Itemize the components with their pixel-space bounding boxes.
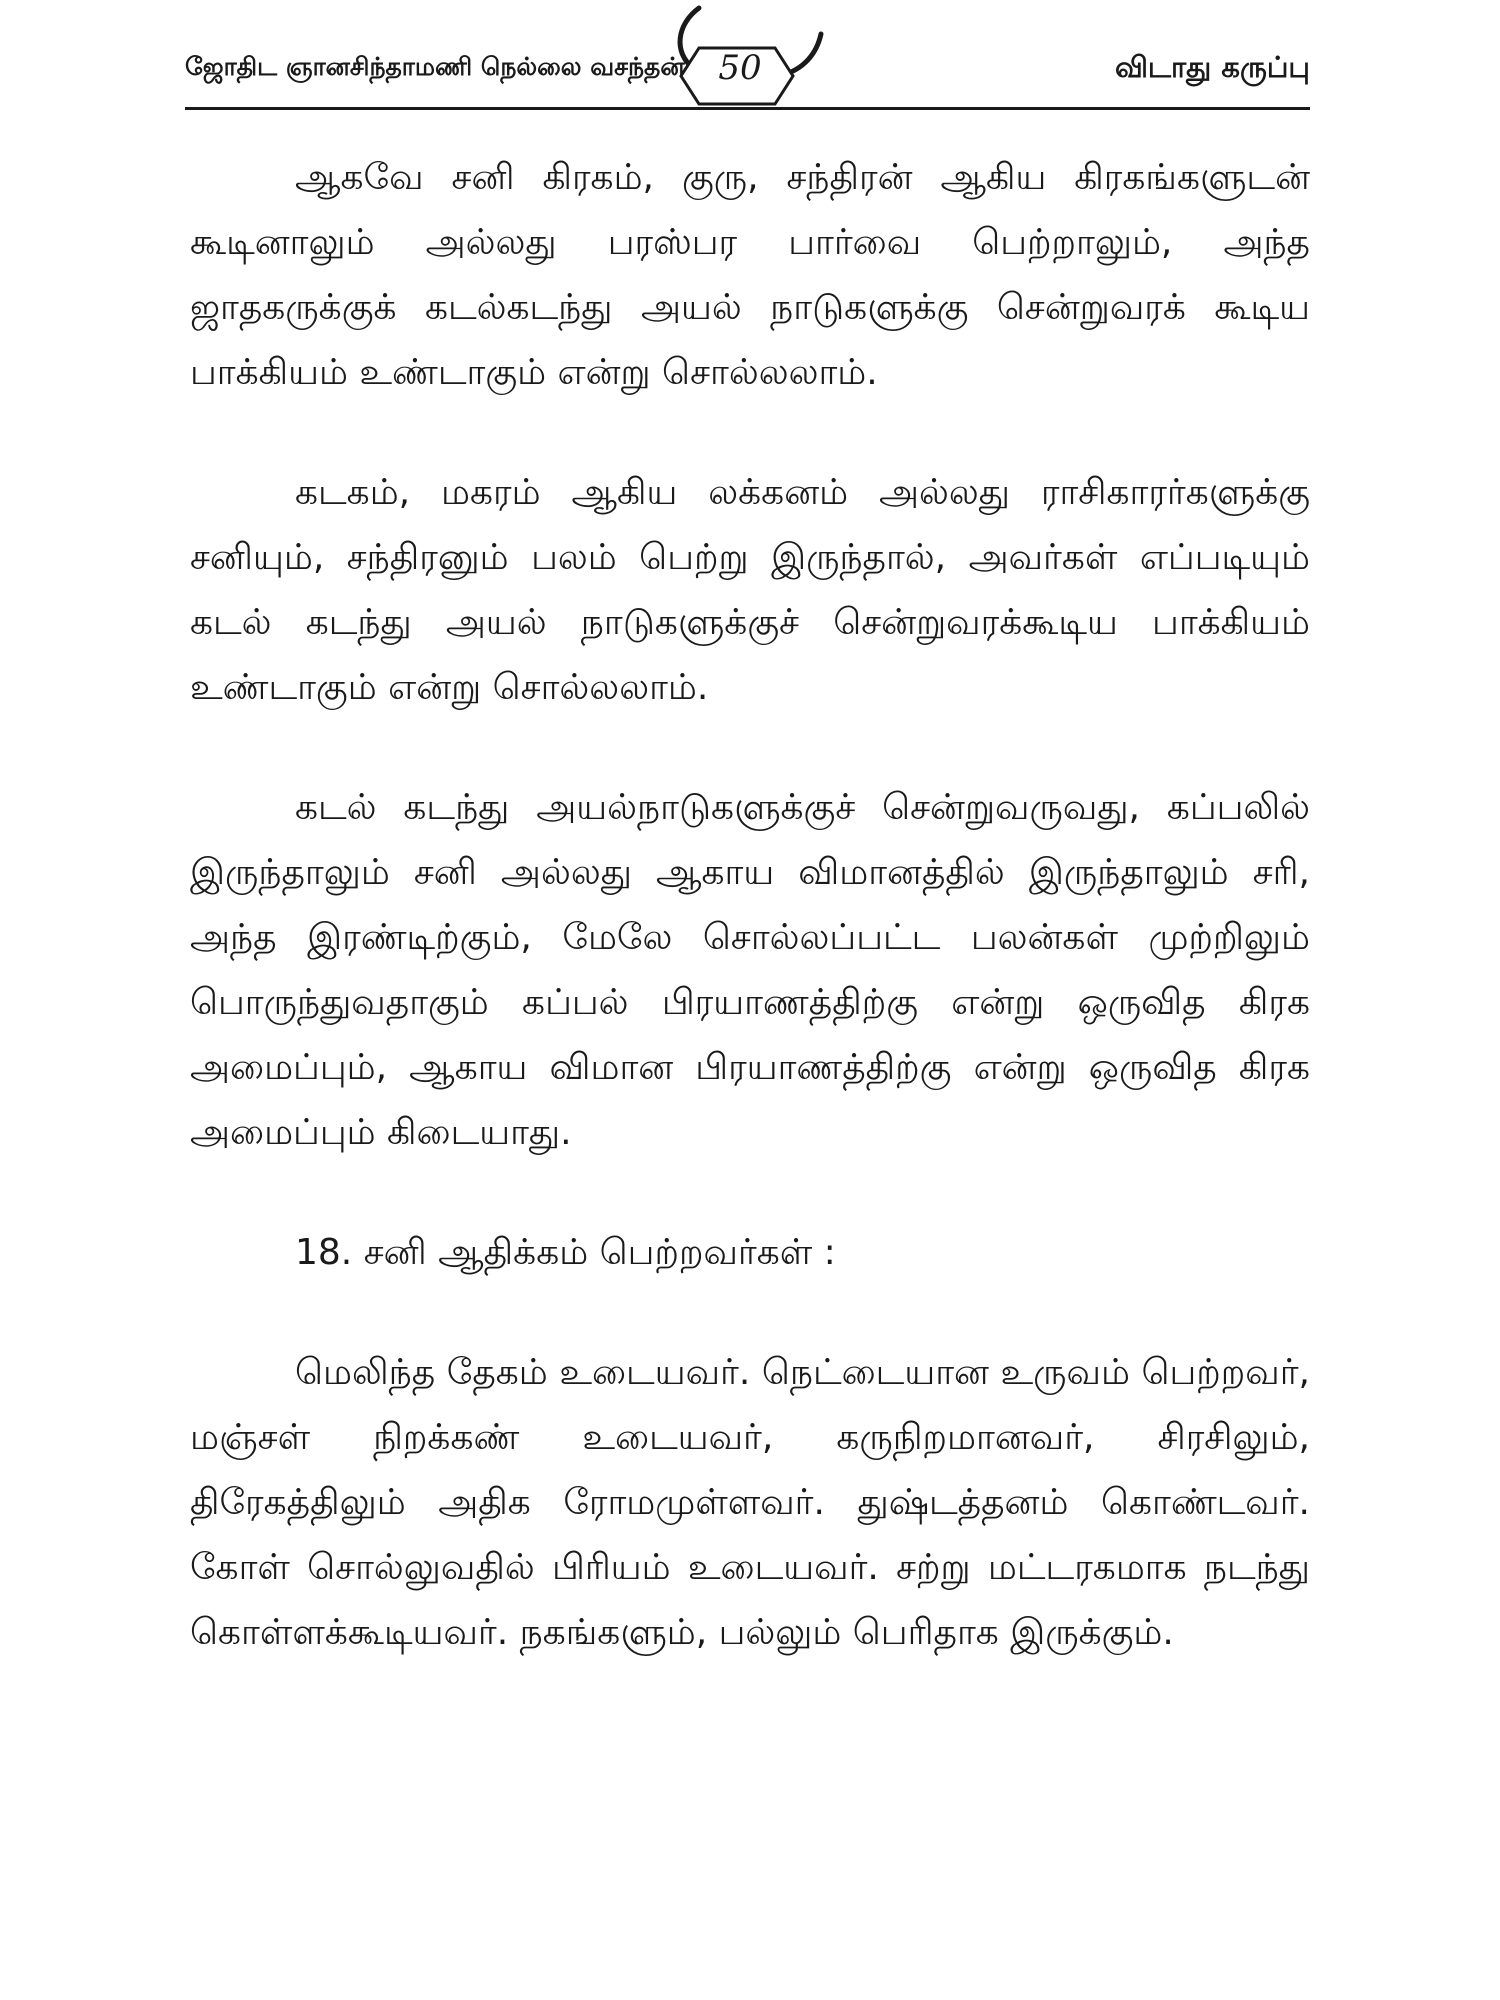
page-body — [190, 145, 1310, 1665]
paragraph-4: மெலிந்த தேகம் உடையவர். நெட்டையான உருவம் பெற்றவர், மஞ்சள் நிறக்கண் உடையவர், கருநிறமானவர், சிரசிலும், திரேகத்திலும் அதிக ரோமமுள்ளவர். துஷ்டத்தனம் கொண்டவர். கோள் சொல்லுவதில் பிரியம் உடையவர். சற்று மட்டரகமாக நடந்து கொள்ளக்கூடியவர். நகங்களும், பல்லும் பெரிதாக இருக்கும். — [190, 1352, 1310, 1653]
page-number-ornament — [655, 0, 825, 112]
paragraph-1: ஆகவே சனி கிரகம், குரு, சந்திரன் ஆகிய கிரகங்களுடன் கூடினாலும் அல்லது பரஸ்பர பார்வை பெற்றாலும், அந்த ஜாதகருக்குக் கடல்கடந்து அயல் நாடுகளுக்கு சென்றுவரக் கூடிய பாக்கியம் உண்டாகும் என்று சொல்லலாம். — [190, 157, 1310, 393]
chapter-title: விடாது கருப்பு — [1114, 50, 1310, 84]
page-number: 50 — [718, 48, 762, 88]
paragraph-3: கடல் கடந்து அயல்நாடுகளுக்குச் சென்றுவருவது, கப்பலில் இருந்தாலும் சனி அல்லது ஆகாய விமானத்தில் இருந்தாலும் சரி, அந்த இரண்டிற்கும், மேலே சொல்லப்பட்ட பலன்கள் முற்றிலும் பொருந்துவதாகும் கப்பல் பிரயாணத்திற்கு என்று ஒருவித கிரக அமைப்பும், ஆகாய விமான பிரயாணத்திற்கு என்று ஒருவித கிரக அமைப்பும் கிடையாது. — [190, 787, 1310, 1153]
header-divider — [185, 107, 1310, 110]
section-heading: 18. சனி ஆதிக்கம் பெற்றவர்கள் : — [295, 1232, 836, 1273]
page-header — [185, 0, 1310, 112]
book-title: ஜோதிட ஞானசிந்தாமணி நெல்லை வசந்தன் — [185, 52, 685, 81]
paragraph-2: கடகம், மகரம் ஆகிய லக்கனம் அல்லது ராசிகாரர்களுக்கு சனியும், சந்திரனும் பலம் பெற்று இருந்தால், அவர்கள் எப்படியும் கடல் கடந்து அயல் நாடுகளுக்குச் சென்றுவரக்கூடிய பாக்கியம் உண்டாகும் என்று சொல்லலாம். — [190, 472, 1310, 708]
